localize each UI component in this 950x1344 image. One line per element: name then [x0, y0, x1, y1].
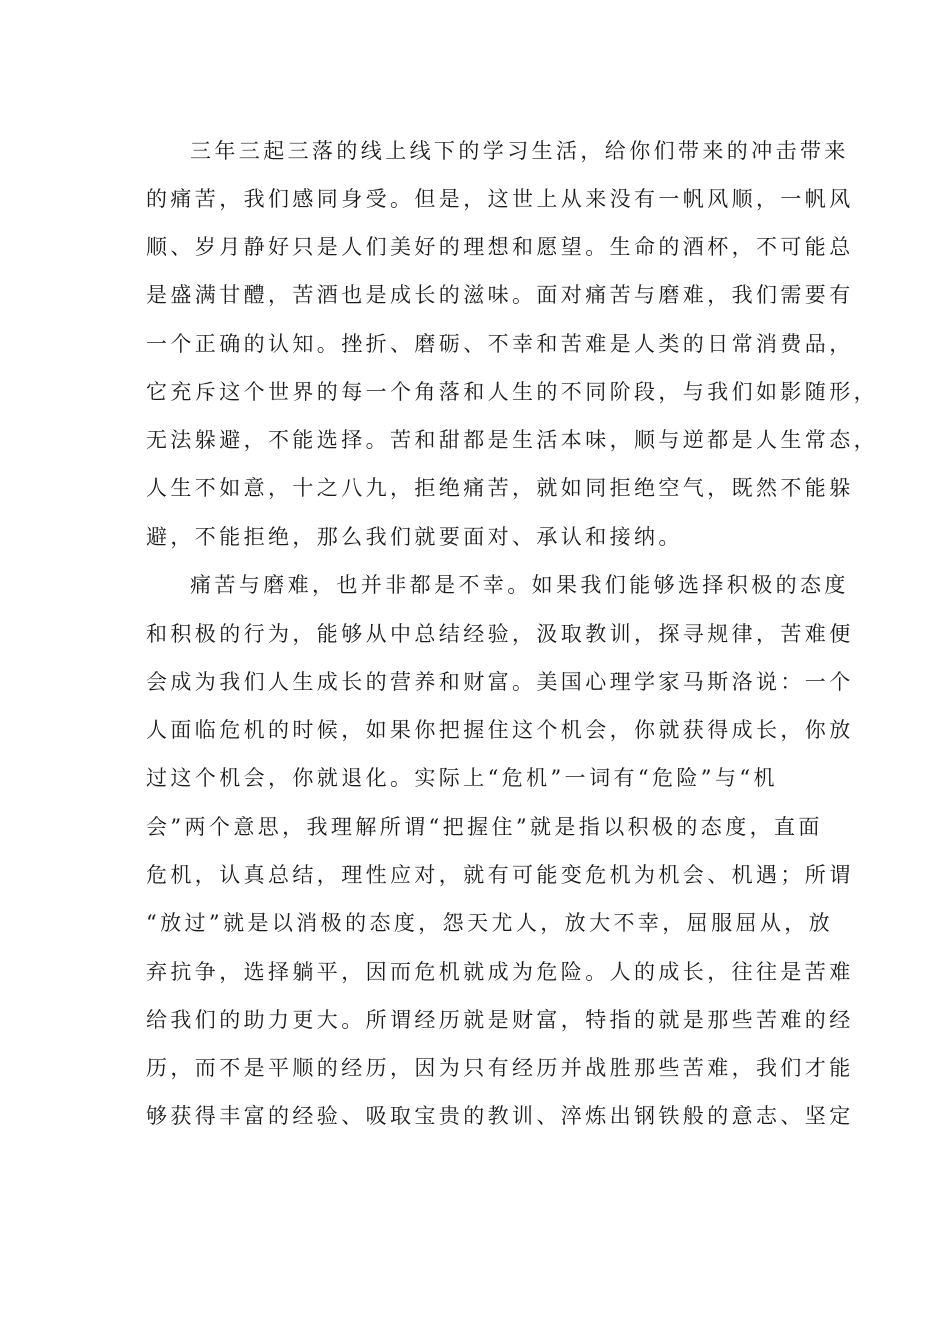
paragraph-2-line-5: 过这个机会，你就退化。实际上“危机”一词有“危险”与“机 — [146, 766, 778, 790]
paragraph-1-line-9: 避，不能拒绝，那么我们就要面对、承认和接纳。 — [146, 525, 683, 549]
paragraph-1-line-8: 人生不如意，十之八九，拒绝痛苦，就如同拒绝空气，既然不能躲 — [146, 476, 854, 500]
paragraph-1-line-6: 它充斥这个世界的每一个角落和人生的不同阶段，与我们如影随形， — [146, 380, 878, 404]
paragraph-2-line-7: 危机，认真总结，理性应对，就有可能变危机为机会、机遇；所谓 — [146, 863, 854, 887]
paragraph-1-line-7: 无法躲避，不能选择。苦和甜都是生活本味，顺与逆都是人生常态， — [146, 428, 878, 452]
paragraph-2-line-1: 痛苦与磨难，也并非都是不幸。如果我们能够选择积极的态度 — [190, 573, 849, 597]
paragraph-2-line-12: 够获得丰富的经验、吸取宝贵的教训、淬炼出钢铁般的意志、坚定 — [146, 1104, 854, 1128]
paragraph-1-line-1: 三年三起三落的线上线下的学习生活，给你们带来的冲击带来 — [190, 139, 849, 163]
paragraph-2-line-11: 历，而不是平顺的经历，因为只有经历并战胜那些苦难，我们才能 — [146, 1056, 854, 1080]
paragraph-2-line-4: 人面临危机的时候，如果你把握住这个机会，你就获得成长，你放 — [146, 718, 854, 742]
paragraph-1-line-3: 顺、岁月静好只是人们美好的理想和愿望。生命的酒杯，不可能总 — [146, 235, 854, 259]
paragraph-2-line-8: “放过”就是以消极的态度，怨天尤人，放大不幸，屈服屈从，放 — [146, 911, 834, 935]
paragraph-2-line-10: 给我们的助力更大。所谓经历就是财富，特指的就是那些苦难的经 — [146, 1008, 854, 1032]
paragraph-2-line-9: 弃抗争，选择躺平，因而危机就成为危险。人的成长，往往是苦难 — [146, 960, 854, 984]
paragraph-1-line-4: 是盛满甘醴，苦酒也是成长的滋味。面对痛苦与磨难，我们需要有 — [146, 283, 854, 307]
paragraph-2-line-2: 和积极的行为，能够从中总结经验，汲取教训，探寻规律，苦难便 — [146, 622, 854, 646]
paragraph-2-line-3: 会成为我们人生成长的营养和财富。美国心理学家马斯洛说：一个 — [146, 670, 854, 694]
paragraph-1-line-5: 一个正确的认知。挫折、磨砺、不幸和苦难是人类的日常消费品， — [146, 332, 854, 356]
paragraph-2-line-6: 会”两个意思，我理解所谓“把握住”就是指以积极的态度，直面 — [146, 815, 823, 839]
paragraph-1-line-2: 的痛苦，我们感同身受。但是，这世上从来没有一帆风顺，一帆风 — [146, 187, 854, 211]
